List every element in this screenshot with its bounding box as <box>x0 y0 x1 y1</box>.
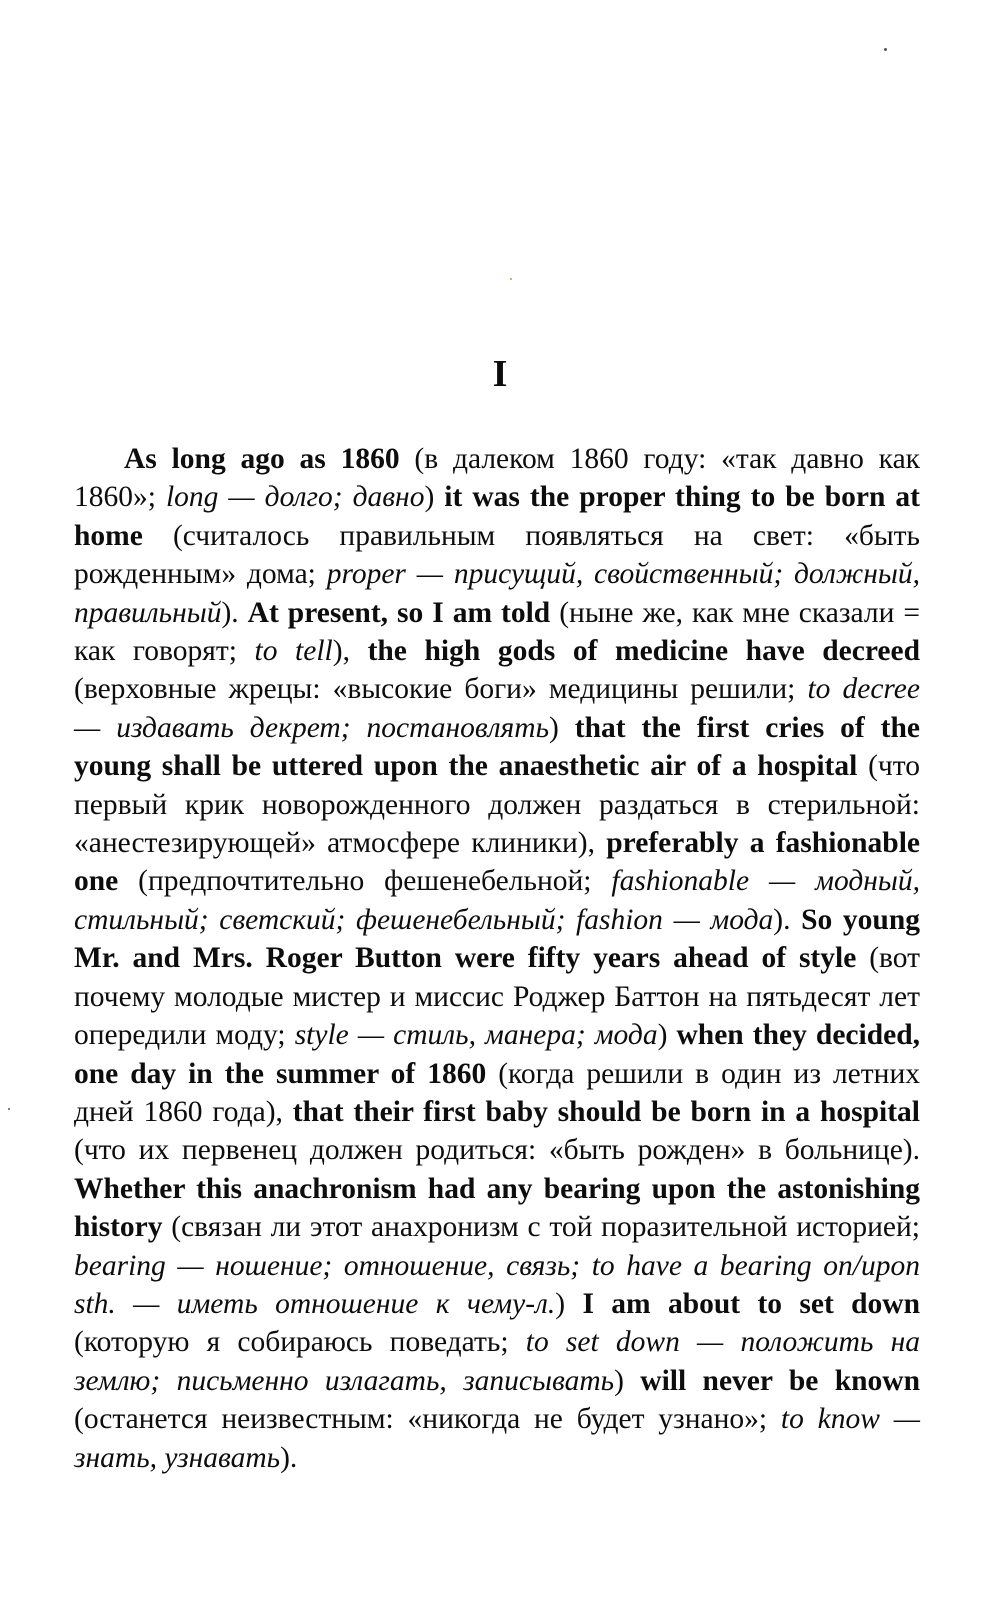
russian-translation: (предпочтительно фешенебельной; <box>118 865 612 898</box>
english-phrase: that the first cries of the young shall be uttered upon the anaesthetic air of a hospital <box>74 711 920 783</box>
body-paragraph <box>74 440 920 1477</box>
english-phrase: will never be known <box>640 1364 920 1397</box>
english-phrase: preferably a fashionable one <box>74 827 920 898</box>
gloss-note: to decree — издавать декрет; постановлять <box>74 673 920 744</box>
russian-translation: ) <box>549 711 575 744</box>
russian-translation: ). <box>773 903 802 936</box>
gloss-note: bearing — ношение; отношение, связь; to have a bearing on/upon sth. — иметь отношение к чему-л. <box>74 1249 920 1320</box>
russian-translation: (что первый крик новорожденного должен раздаться в стерильной: «анестезирующей» атмосфере клиники), <box>74 750 920 860</box>
gloss-note: style — стиль, манера; мода <box>294 1019 658 1052</box>
print-speck <box>8 1108 10 1110</box>
russian-translation: ). <box>221 596 248 629</box>
english-phrase: Whether this anachronism had any bearing upon the astonishing history <box>74 1172 920 1244</box>
english-phrase: that their first baby should be born in a hospital <box>292 1095 921 1128</box>
russian-translation: ), <box>332 635 368 668</box>
english-phrase: As long ago as 1860 <box>124 443 400 475</box>
russian-translation: ) <box>657 1019 677 1052</box>
english-phrase: when they decided, one day in the summer of 1860 <box>74 1019 921 1090</box>
gloss-note: to set down — положить на землю; письменно излагать, записывать <box>74 1326 920 1397</box>
chapter-number: I <box>492 353 508 395</box>
russian-translation: ) <box>614 1364 641 1397</box>
gloss-note: to know — знать, узнавать <box>74 1403 920 1474</box>
russian-translation: (когда решили в один из летних дней 1860 года), <box>74 1057 920 1128</box>
russian-translation: (ныне же, как мне сказали = как говорят; <box>74 596 921 668</box>
russian-translation: ) <box>555 1287 583 1320</box>
russian-translation: ). <box>280 1441 298 1474</box>
english-phrase: At present, so I am told <box>247 596 551 629</box>
english-phrase: it was the proper thing to be born at home <box>74 481 920 552</box>
english-phrase: the high gods of medicine have decreed <box>367 635 921 668</box>
gloss-note: to tell <box>254 635 333 668</box>
russian-translation: (считалось правильным появляться на свет: «быть рожденным» дома; <box>74 519 920 591</box>
english-phrase: So young Mr. and Mrs. Roger Button were fifty years ahead of style <box>74 903 920 975</box>
gloss-note: long — долго; давно <box>165 481 425 514</box>
russian-translation: (связан ли этот анахронизм с той поразительной историей; <box>162 1211 920 1244</box>
print-speck <box>510 278 512 280</box>
print-speck <box>884 48 887 51</box>
russian-translation: (верховные жрецы: «высокие боги» медицины решили; <box>74 673 808 706</box>
gloss-note: fashionable — модный, стильный; светский; фешенебельный; fashion — мода <box>74 865 920 936</box>
russian-translation: (вот почему молодые мистер и миссис Роджер Баттон на пятьдесят лет опередили моду; <box>74 942 921 1052</box>
russian-translation: (что их первенец должен родиться: «быть рожден» в больнице). <box>74 1134 920 1167</box>
english-phrase: I am about to set down <box>582 1287 920 1320</box>
russian-translation: (которую я собираюсь поведать; <box>74 1326 526 1359</box>
gloss-note: proper — присущий, свойственный; должный, правильный <box>74 558 920 629</box>
russian-translation: (останется неизвестным: «никогда не будет узнано»; <box>74 1403 781 1436</box>
russian-translation: (в далеком 1860 году: «так давно как 1860»; <box>74 443 920 514</box>
russian-translation: ) <box>424 481 445 514</box>
